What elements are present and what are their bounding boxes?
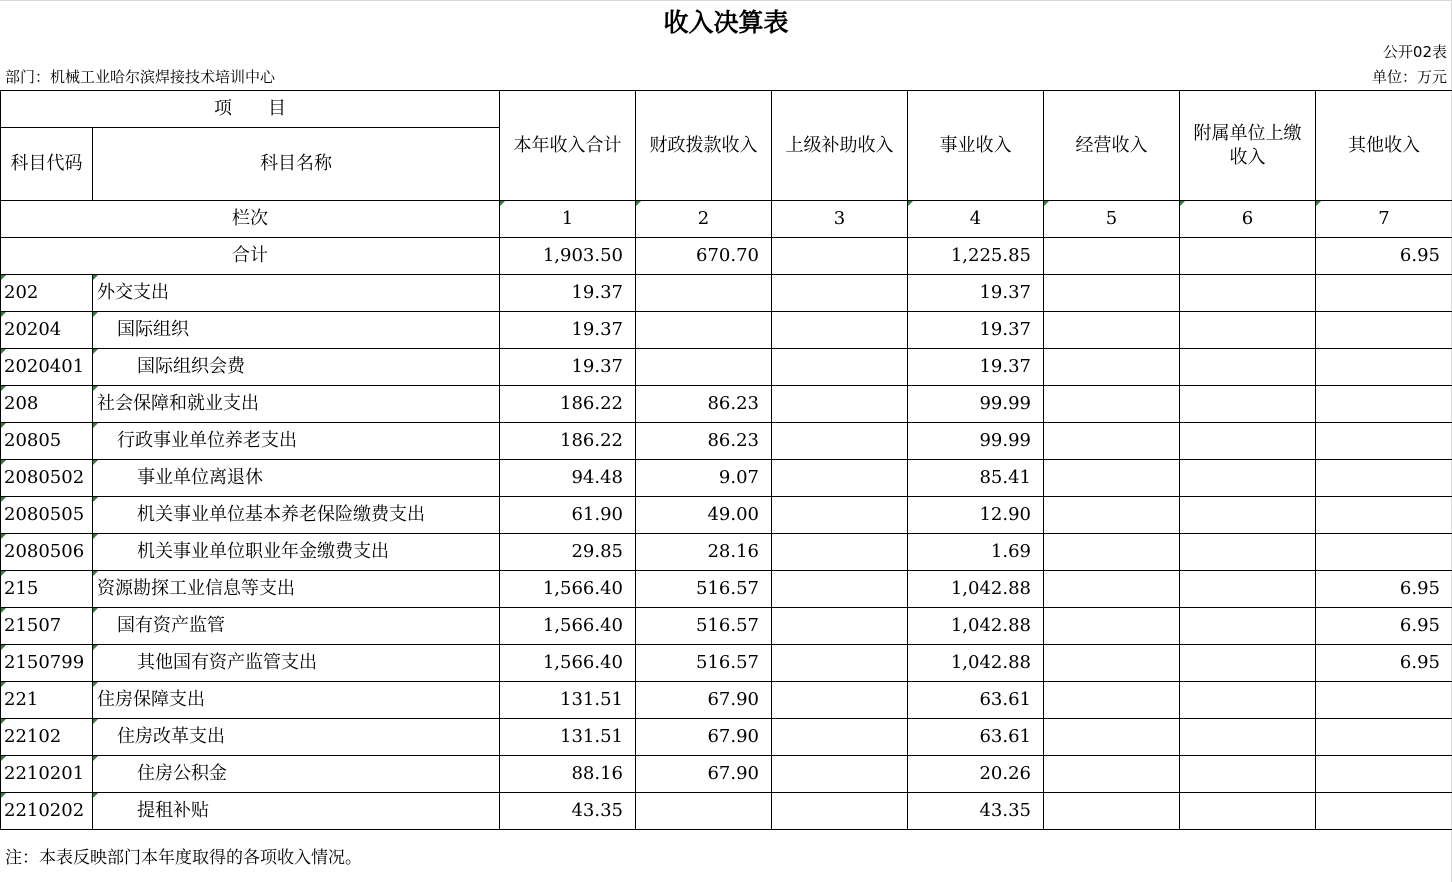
total-value-4: 1,225.85 (908, 238, 1044, 275)
value-total: 1,566.40 (500, 608, 636, 645)
value-other (1316, 719, 1452, 756)
value-affiliate (1180, 608, 1316, 645)
total-row (1, 238, 1452, 275)
value-superior (772, 460, 908, 497)
subject-name: 外交支出 (93, 275, 500, 312)
value-total: 1,566.40 (500, 645, 636, 682)
subject-code: 2020401 (1, 349, 93, 386)
subject-name: 住房改革支出 (93, 719, 500, 756)
value-other (1316, 793, 1452, 830)
subject-code: 2210202 (1, 793, 93, 830)
value-fiscal (636, 793, 772, 830)
subject-name: 事业单位离退休 (93, 460, 500, 497)
value-fiscal: 67.90 (636, 682, 772, 719)
value-other (1316, 497, 1452, 534)
value-superior (772, 608, 908, 645)
table-row (1, 793, 1452, 830)
value-superior (772, 571, 908, 608)
report-title: 收入决算表 (663, 8, 789, 37)
value-business: 1,042.88 (908, 571, 1044, 608)
value-business: 19.37 (908, 349, 1044, 386)
header-fiscal-appropriation: 财政拨款收入 (636, 91, 772, 201)
table-header (1, 91, 1452, 275)
column-index-label: 栏次 (1, 201, 500, 238)
value-other (1316, 423, 1452, 460)
income-table (0, 90, 1452, 830)
subject-code: 215 (1, 571, 93, 608)
value-other (1316, 275, 1452, 312)
subject-code: 202 (1, 275, 93, 312)
value-operating (1044, 682, 1180, 719)
subject-name: 提租补贴 (93, 793, 500, 830)
column-index-2: 2 (636, 201, 772, 238)
value-business: 19.37 (908, 275, 1044, 312)
value-business: 1.69 (908, 534, 1044, 571)
table-row (1, 386, 1452, 423)
value-operating (1044, 608, 1180, 645)
subject-name: 机关事业单位基本养老保险缴费支出 (93, 497, 500, 534)
table-row (1, 719, 1452, 756)
value-superior (772, 645, 908, 682)
total-value-3 (772, 238, 908, 275)
header-subject-code: 科目代码 (1, 128, 93, 201)
subject-name: 住房保障支出 (93, 682, 500, 719)
value-other: 6.95 (1316, 571, 1452, 608)
value-operating (1044, 386, 1180, 423)
value-affiliate (1180, 275, 1316, 312)
value-total: 19.37 (500, 349, 636, 386)
table-row (1, 349, 1452, 386)
table-note: 注：本表反映部门本年度取得的各项收入情况。 (5, 848, 362, 868)
header-item: 项 目 (1, 91, 500, 128)
value-operating (1044, 793, 1180, 830)
total-value-6 (1180, 238, 1316, 275)
value-affiliate (1180, 497, 1316, 534)
value-affiliate (1180, 682, 1316, 719)
value-total: 94.48 (500, 460, 636, 497)
value-operating (1044, 756, 1180, 793)
header-affiliate-remittance: 附属单位上缴收入 (1180, 91, 1316, 201)
value-business: 99.99 (908, 386, 1044, 423)
subject-code: 2080506 (1, 534, 93, 571)
subject-code: 2210201 (1, 756, 93, 793)
subject-code: 22102 (1, 719, 93, 756)
column-index-4: 4 (908, 201, 1044, 238)
form-number: 公开02表 (1382, 43, 1447, 61)
column-index-3: 3 (772, 201, 908, 238)
value-total: 186.22 (500, 423, 636, 460)
value-business: 63.61 (908, 719, 1044, 756)
total-value-1: 1,903.50 (500, 238, 636, 275)
value-other: 6.95 (1316, 608, 1452, 645)
table-body (1, 275, 1452, 830)
value-fiscal: 67.90 (636, 719, 772, 756)
value-operating (1044, 719, 1180, 756)
total-label: 合计 (1, 238, 500, 275)
value-fiscal: 516.57 (636, 608, 772, 645)
value-affiliate (1180, 534, 1316, 571)
table-row (1, 571, 1452, 608)
subject-code: 208 (1, 386, 93, 423)
value-operating (1044, 460, 1180, 497)
value-operating (1044, 275, 1180, 312)
table-row (1, 497, 1452, 534)
value-business: 1,042.88 (908, 645, 1044, 682)
subject-code: 2080502 (1, 460, 93, 497)
subject-name: 行政事业单位养老支出 (93, 423, 500, 460)
table-row (1, 460, 1452, 497)
value-total: 29.85 (500, 534, 636, 571)
subject-code: 21507 (1, 608, 93, 645)
subject-name: 住房公积金 (93, 756, 500, 793)
subject-name: 国际组织会费 (93, 349, 500, 386)
value-total: 19.37 (500, 312, 636, 349)
column-index-row (1, 201, 1452, 238)
table-row (1, 645, 1452, 682)
value-business: 12.90 (908, 497, 1044, 534)
table-row (1, 423, 1452, 460)
value-affiliate (1180, 386, 1316, 423)
value-operating (1044, 349, 1180, 386)
value-other (1316, 460, 1452, 497)
column-index-7: 7 (1316, 201, 1452, 238)
value-superior (772, 497, 908, 534)
table-row (1, 312, 1452, 349)
sheet-top-border (0, 0, 1452, 1)
subject-code: 2080505 (1, 497, 93, 534)
header-operating-income: 经营收入 (1044, 91, 1180, 201)
value-business: 20.26 (908, 756, 1044, 793)
value-operating (1044, 534, 1180, 571)
value-fiscal: 86.23 (636, 423, 772, 460)
table-row (1, 275, 1452, 312)
subject-name: 机关事业单位职业年金缴费支出 (93, 534, 500, 571)
value-affiliate (1180, 349, 1316, 386)
value-other (1316, 312, 1452, 349)
value-superior (772, 275, 908, 312)
table-row (1, 534, 1452, 571)
subject-code: 2150799 (1, 645, 93, 682)
unit-label: 单位：万元 (1371, 68, 1447, 86)
value-fiscal: 9.07 (636, 460, 772, 497)
value-other (1316, 682, 1452, 719)
value-superior (772, 349, 908, 386)
value-affiliate (1180, 571, 1316, 608)
value-other: 6.95 (1316, 645, 1452, 682)
value-fiscal: 86.23 (636, 386, 772, 423)
value-business: 99.99 (908, 423, 1044, 460)
value-operating (1044, 571, 1180, 608)
value-affiliate (1180, 793, 1316, 830)
subject-code: 20204 (1, 312, 93, 349)
value-affiliate (1180, 423, 1316, 460)
value-total: 186.22 (500, 386, 636, 423)
value-superior (772, 534, 908, 571)
value-business: 1,042.88 (908, 608, 1044, 645)
value-operating (1044, 497, 1180, 534)
subject-code: 221 (1, 682, 93, 719)
department-label: 部门：机械工业哈尔滨焊接技术培训中心 (5, 68, 276, 86)
subject-name: 社会保障和就业支出 (93, 386, 500, 423)
header-superior-subsidy: 上级补助收入 (772, 91, 908, 201)
value-other (1316, 756, 1452, 793)
value-business: 43.35 (908, 793, 1044, 830)
subject-name: 资源勘探工业信息等支出 (93, 571, 500, 608)
value-superior (772, 423, 908, 460)
value-other (1316, 386, 1452, 423)
value-fiscal: 516.57 (636, 571, 772, 608)
subject-code: 20805 (1, 423, 93, 460)
value-fiscal (636, 275, 772, 312)
column-index-1: 1 (500, 201, 636, 238)
column-index-6: 6 (1180, 201, 1316, 238)
value-superior (772, 682, 908, 719)
total-value-2: 670.70 (636, 238, 772, 275)
value-operating (1044, 645, 1180, 682)
value-superior (772, 312, 908, 349)
subject-name: 国际组织 (93, 312, 500, 349)
value-affiliate (1180, 460, 1316, 497)
value-fiscal: 67.90 (636, 756, 772, 793)
value-fiscal (636, 312, 772, 349)
value-fiscal: 49.00 (636, 497, 772, 534)
value-fiscal: 516.57 (636, 645, 772, 682)
value-affiliate (1180, 312, 1316, 349)
header-subject-name: 科目名称 (93, 128, 500, 201)
value-affiliate (1180, 756, 1316, 793)
value-fiscal: 28.16 (636, 534, 772, 571)
value-business: 19.37 (908, 312, 1044, 349)
value-operating (1044, 312, 1180, 349)
value-total: 43.35 (500, 793, 636, 830)
table-row (1, 756, 1452, 793)
value-business: 85.41 (908, 460, 1044, 497)
value-total: 19.37 (500, 275, 636, 312)
value-superior (772, 719, 908, 756)
value-other (1316, 349, 1452, 386)
value-affiliate (1180, 719, 1316, 756)
value-fiscal (636, 349, 772, 386)
table-row (1, 608, 1452, 645)
value-affiliate (1180, 645, 1316, 682)
subject-name: 国有资产监管 (93, 608, 500, 645)
column-index-5: 5 (1044, 201, 1180, 238)
value-total: 131.51 (500, 719, 636, 756)
header-total-income: 本年收入合计 (500, 91, 636, 201)
value-total: 88.16 (500, 756, 636, 793)
value-total: 1,566.40 (500, 571, 636, 608)
value-superior (772, 793, 908, 830)
value-operating (1044, 423, 1180, 460)
total-value-7: 6.95 (1316, 238, 1452, 275)
value-total: 61.90 (500, 497, 636, 534)
value-business: 63.61 (908, 682, 1044, 719)
value-superior (772, 756, 908, 793)
header-other-income: 其他收入 (1316, 91, 1452, 201)
value-total: 131.51 (500, 682, 636, 719)
subject-name: 其他国有资产监管支出 (93, 645, 500, 682)
value-other (1316, 534, 1452, 571)
total-value-5 (1044, 238, 1180, 275)
table-row (1, 682, 1452, 719)
value-superior (772, 386, 908, 423)
header-business-income: 事业收入 (908, 91, 1044, 201)
